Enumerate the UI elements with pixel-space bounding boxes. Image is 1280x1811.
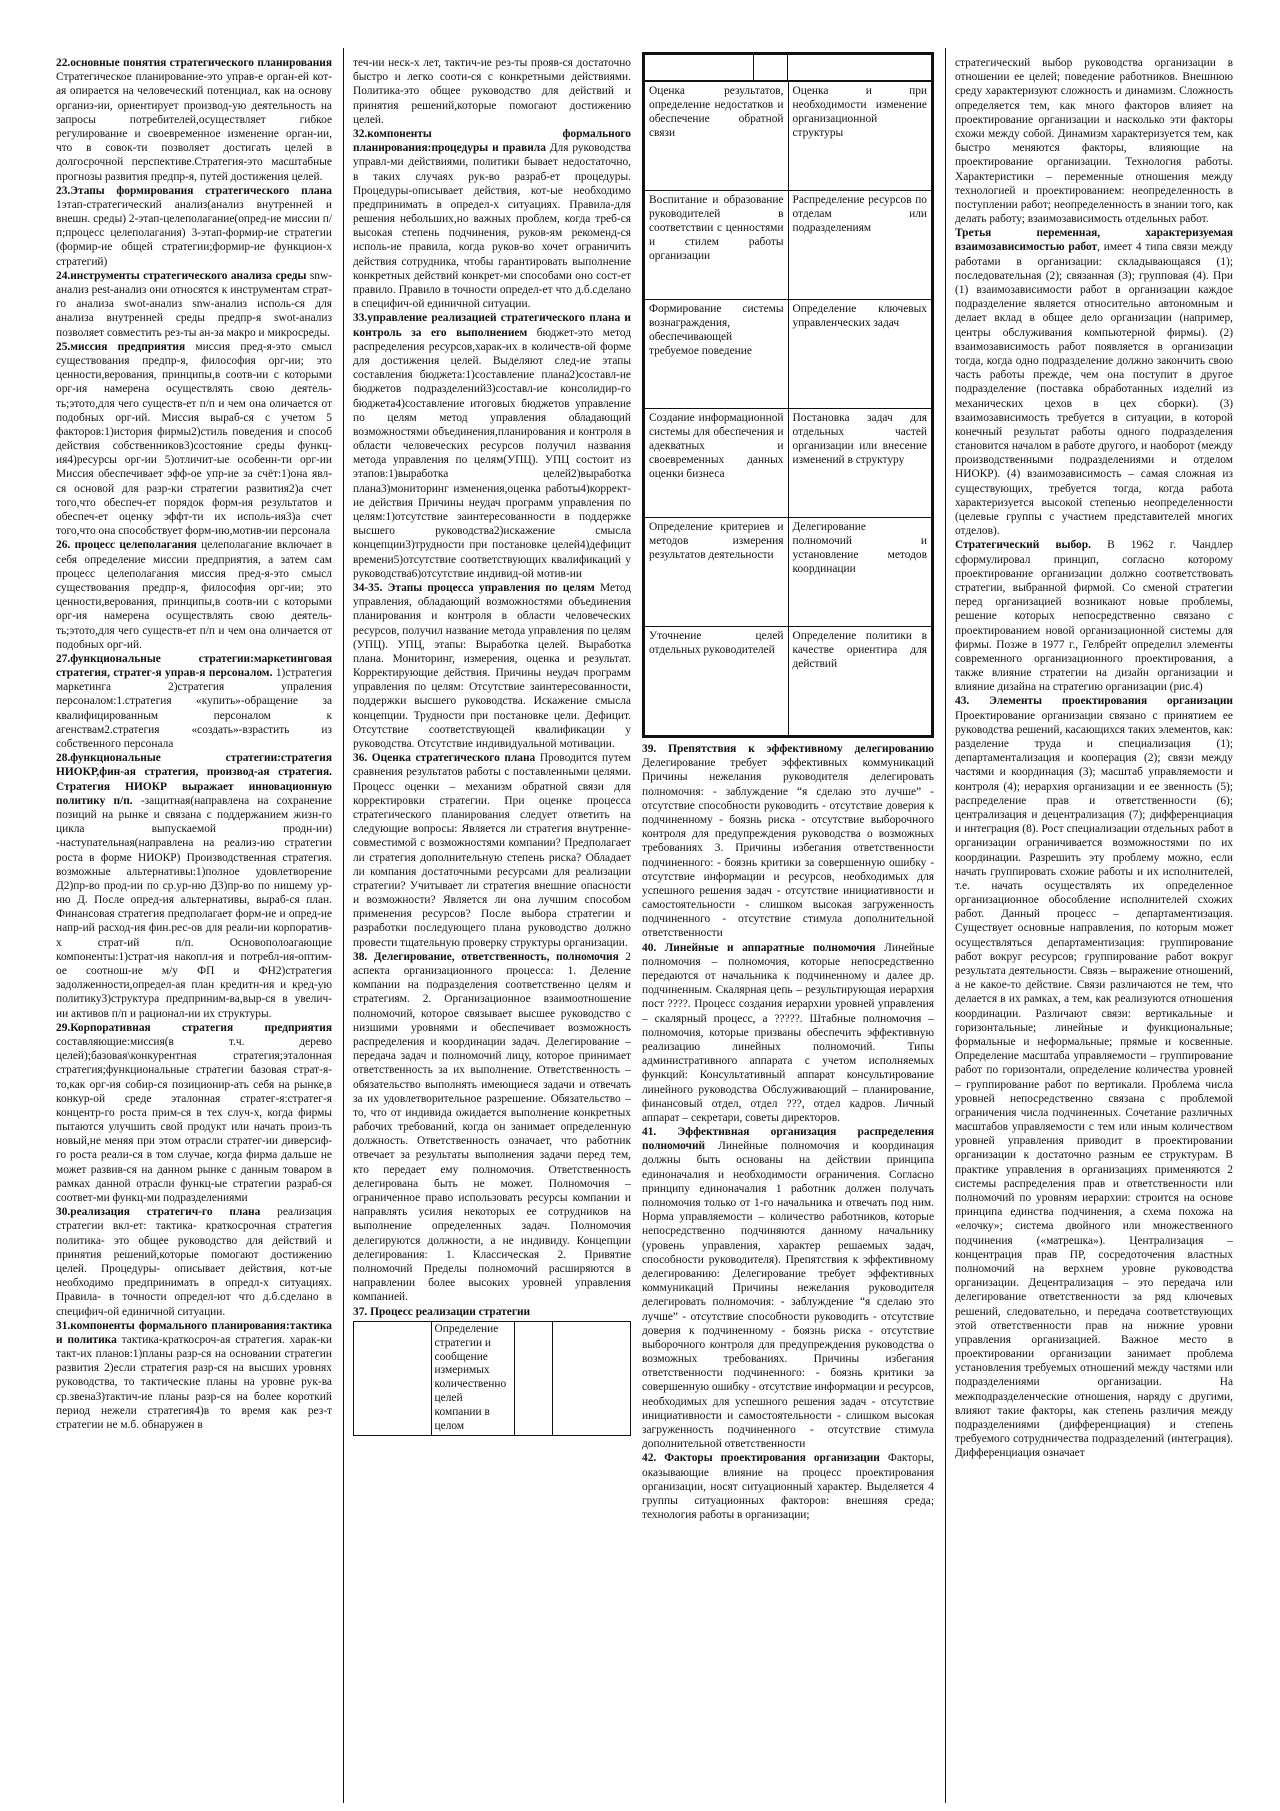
table-row [645, 191, 932, 300]
section-heading: 41. Эффективная организация распределения полномочий [642, 1126, 934, 1153]
section-paragraph [56, 751, 332, 1021]
table-cell: Оценка результатов, определение недостатков и обеспечение обратной связи [645, 82, 789, 191]
table-cell-empty [354, 1321, 432, 1435]
section-body: Для руководства управл-ми действиями, политики бывает недостаточно, в таких случаях рук-во разраб-ет процедуры. Процедуры-описывает действия, кот-ые необходимо предпринимать в определ-х ситуациях. Правила-для решения небольших,но важных проблем, когда треб-ся высокая степень подчинения, руков-ям рекоменд-ся исполь-ие правила, когда руков-во хочет ограничить действия сотрудника, чтобы гарантировать выполнение конкретных действий конкрет-ми способами оно сост-ет правило. Правило в точности определ-ет что д.б.сделано в специфич-ой единичной ситуации. [353, 142, 631, 311]
column-2 [353, 56, 631, 1801]
section-body: стратегический выбор руководства организации в отношении ее целей; поведение работников. Внешнюю среду характеризуют сложность и динамизм. Сложность определяется тем, как много факторов влияет на проектирование организации и насколько эти факторы схожи между собой. Динамизм характеризуется тем, как быстро меняются факторы, влияющие на проектирование организации. Технология работы. Характеристики – переменные отношения между технологией и проектированием: неопределенность в поступлении работ; неопределенность в знании того, как делать работу; взаимозависимость отдельных работ. [955, 57, 1233, 226]
strategy-implementation-table [353, 1321, 631, 1436]
table-cell-empty [553, 1321, 631, 1435]
table-cell: Формирование системы вознаграждения, обеспечивающей требуемое поведение [645, 300, 789, 409]
section-heading: 38. Делегирование, ответственность, полномочия [353, 950, 619, 963]
section-heading: 33.управление реализацией стратегического плана и контроль за его выполнением [353, 312, 631, 339]
section-heading: 25.миссия предприятия [56, 340, 186, 353]
table-cell-define-strategy: Определение стратегии и сообщение измеримых количественно целей компании в целом [431, 1321, 514, 1435]
section-paragraph [642, 941, 934, 1125]
section-paragraph [955, 226, 1233, 538]
section-heading: 28.функциональные стратегии:стратегия НИОКР,фин-ая стратегия, производ-ая стратегия. Стратегия НИОКР выражает инновационную политику п/п. [56, 752, 332, 807]
section-heading: 39. Препятствия к эффективному делегированию [642, 743, 934, 755]
section-paragraph [955, 56, 1233, 226]
table-cell-empty [645, 55, 754, 81]
section-body: Проводится путем сравнения результатов работы с поставленными целями. Процесс оценки – механизм обратной связи для корректировки стратегии. При оценке процесса стратегического планирования следует ответить на следующие вопросы: Является ли стратегия внутренне-совместимой с возможностями компании? Предполагает ли стратегия дополнительную степень риска? Обладает ли компания достаточными ресурсами для реализации стратегии? Учитывает ли стратегия внешние опасности и возможности? Является ли она лучшим способом применения ресурсов? После выбора стратегии и разработки последующего плана руководство должно провести тщательную проверку структуры организации. [353, 752, 631, 949]
section-paragraph [955, 694, 1233, 1460]
table-cell-empty [754, 55, 788, 81]
section-paragraph [955, 538, 1233, 694]
column-3-text [642, 742, 934, 1522]
table-cell: Определение ключевых управленческих задач [788, 300, 932, 409]
section-heading: Третья переменная, характеризуемая взаимозависимостью работ [955, 227, 1233, 254]
section-heading: 43. Элементы проектирования организации [955, 695, 1233, 708]
table-row [645, 627, 932, 736]
section-body: 1)стратегия маркетинга 2)стратегия упраления персоналом:1.стратегия «купить»-обращение за квалифицированным персоналом к агенствам2.стратегия «создать»-взрастить из собственного персонала [56, 667, 332, 750]
section-heading: 40. Линейные и аппаратные полномочия [642, 941, 876, 954]
section-paragraph [642, 742, 934, 941]
column-divider-2 [945, 48, 946, 1803]
section-heading: 37. Процесс реализации стратегии [353, 1305, 531, 1318]
section-body: Стратегическое планирование-это управ-е орган-ей кот-ая опирается на человеческий потенциал, как на основу организ-ии, ориентирует производ-ую деятельность на запросы потребителей,осуществляет гибкое регулирование и своевременное изменение орган-ии, что в совок-ти позволяет достигать целей в долгосрочной перспективе.Стратегия-это масштабные прогнозы развития предпр-я, путей достижения целей. [56, 71, 332, 183]
section-heading: 26. процесс целеполагания [56, 539, 197, 552]
section-heading: Стратегический выбор. [955, 539, 1091, 552]
section-paragraph [353, 950, 631, 1305]
table-row [645, 518, 932, 627]
table-cell: Оценка и при необходимости изменение организационной структуры [788, 82, 932, 191]
section-paragraph [353, 127, 631, 311]
section-heading: 27.функциональные стратегии:маркетинговая стратегия, стратег-я управ-я персоналом. [56, 652, 332, 680]
table-cell: Распределение ресурсов по отделам или подразделениям [788, 191, 932, 300]
section-body: Линейные полномочия и координация должны быть основаны на действии принципа единоначалия и необходимости ограничения. Согласно принципу единоначалия 1 работник должен получать полномочия только от 1-го начальника и отвечать под ним. Норма управляемости – количество работников, которые непосредственно подчиняются данному начальнику (уровень управления, характер решаемых задач, способности руководителя). Препятствия к эффективному делегированию: Делегирование требует эффективных коммуникаций Причины нежелания руководителя делегировать полномочия: - заблуждение “я сделаю это лучше” - отсутствие способности руководить - отсутствие доверия к подчиненному - боязнь риска - отсутствие выборочного контроля для предупреждения руководства о возможных требованиях. Причины избегания ответственности подчиненного: - боязнь критики за совершенную ошибку - отсутствие информации и ресурсов, необходимых для успешного решения задач - отсутствие инициативности и самостоятельности - слишком высокая загруженность подчиненного - отсутствие стимула дополнительной ответственности [642, 1140, 934, 1451]
section-body: Факторы, оказывающие влияние на процесс проектирования организации, носят ситуационный характер. Выделяется 4 группы ситуационных факторов: внешняя среда; технология работы в организации; [642, 1452, 934, 1522]
section-body: Делегирование требует эффективных коммуникаций Причины нежелания руководителя делегировать полномочия: - заблуждение “я сделаю это лучше” - отсутствие способности руководить - отсутствие доверия к подчиненному - боязнь риска - отсутствие выборочного контроля для предупреждения руководства о возможных требованиях 3. Причины избегания ответственности подчиненного: - боязнь критики за совершенную ошибку - отсутствие информации и ресурсов, необходимых для успешного решения задач - отсутствие инициативности и самостоятельности - слишком высокая загруженность подчиненного - отсутствие стимула дополнительной ответственности [642, 757, 934, 940]
section-heading: 30.реализация стратегич-го плана [56, 1206, 261, 1219]
section-body: реализация стратегии вкл-ет: тактика- краткосрочная стратегия политика- это общее руководство для действий и принятия решений,которые помогают достижению целей. Процедуры- описывает действия, кот-ые необходимо предпринимать в опредл-х ситуациях. Правила- в точности определ-ют что д.б.сделано в специфич-ой единичной ситуации. [56, 1206, 332, 1318]
section-paragraph [56, 56, 332, 184]
section-paragraph [353, 1305, 631, 1319]
section-heading: 23.Этапы формирования стратегического плана [56, 184, 332, 197]
section-heading: 31.компоненты формального планирования:тактика и политика [56, 1319, 332, 1346]
section-paragraph [56, 269, 332, 340]
section-body: Проектирование организации связано с принятием ее руководства решений, касающихся таких элементов, как: разделение труда и специализация (1); департаментализация и кооперация (2); связи между частями и координация (3); масштаб управляемости и контроля (4); иерархия организации и ее звенность (5); распределение прав и ответственности (6); централизация и децентрализация (7); дифференциация и интеграция (8). Рост специализации отдельных работ в организации ограничивается возможностями по их координации. Разрешить эту проблему можно, если начать группировать схожие работы и их исполнителей, т.е. начать осуществлять их определенное организационное обособление исполнителей схожих работ. Данный процесс – департаментизация. Существует основные направления, по которым может осуществляться департаментизация: группирование работ вокруг ресурсов; группирование работ вокруг результата деятельности. Связь – выражение отношений, а не какое-то действие. Связи различаются не тем, что делается в их рамках, а тем, как реализуются отношения координации. Различают связи: вертикальные и горизонтальные; линейные и функциональные; формальные и неформальные; прямые и косвенные. Определение масштаба управляемости – группирование работ по горизонтали, определение количества уровней – группирование работ по вертикали. Проблема числа уровней непосредственно связана с проблемой ограничения числа подчиненных. Сочетание различных масштабов управляемости с тем или иным количеством уровней управления приводит в проектировании организации к достаточно разным ее структурам. В практике управления в организациях применяются 2 системы распределения прав и ответственности или полномочий по уровням иерархии: строится на основе принципа единства подчинения, а схема похожа на «елочку»; система двойного или множественного подчинения («матрешка»). Централизация – концентрация прав ПР, сосредоточения властных полномочий на верхнем уровне руководства организации. Децентрализация – это передача или делегирование ответственности за ряд ключевых решений, следовательно, и передача соответствующих этой ответственности прав на нижние уровни управления организацией. Важное место в проектировании организации занимает проблема установления требуемых отношений между частями или подразделениями организации. На межподразделенческие отношения, наряду с другими, влияют такие факторы, как степень различия между подразделениями (дифференциация) и степень требуемого сотрудничества подразделений (интеграция). Дифференциация означает [955, 709, 1233, 1460]
table-cell-empty [514, 1321, 553, 1435]
table-cell: Постановка задач для отдельных частей организации или внесение изменений в структуру [788, 409, 932, 518]
table-cell: Уточнение целей отдельных руководителей [645, 627, 789, 736]
section-heading: 29.Корпоративная стратегия предприятия [56, 1021, 332, 1034]
section-body: 2 аспекта организационного процесса: 1. Деление компании на подразделения соответственно целям и стратегиям. 2. Организационное взаимоотношение полномочий, которое связывает высшее руководство с низшими уровнями и обеспечивает возможность распределения и координации задач. Делегирование – передача задач и полномочий лицу, которое принимает ответственность за их выполнение. Ответственность – обязательство выполнять имеющиеся задачи и отвечать за их удовлетворительное разрешение. Обязательство – то, что от индивида ожидается выполнение конкретных рабочих требований, когда он занимает определенную должность. Ответственность означает, что работник отвечает за результаты выполнения задачи перед тем, кто передает ему полномочия. Ответственность делегирована быть не может. Полномочия – ограниченное право использовать ресурсы компании и направлять усилия некоторых ее сотрудников на выполнение определенных задач. Полномочия делегируются должности, а не индивиду. Концепции делегирования: 1. Классическая 2. Привятие полномочий Пределы полномочий расширяются в направлении более высоких уровней управления компанией. [353, 950, 631, 1304]
section-body: , имеет 4 типа связи между работами в организации: складывающаяся (1); последовательная (2); связанная (3); групповая (4). При (1) взаимозависимости работ в организации каждое подразделение является относительно автономным и делает вклад в общее дело организации (например, центры обслуживания компьютерной фирмы). (2) взаимозависимость работ появляется в организации тогда, когда одно подразделение должно закончить свою часть работы прежде, чем она поступит в другое подразделение (поставка обработанных изделий из механических цехов в цех сборки). (3) взаимозависимость требуется в ситуации, в которой конечный результат работы одного подразделения становится началом в работе другого, и наоборот (между производственными подразделениями и отделом НИОКР). (4) взаимозависимость – самая сложная из существующих, требуется тогда, когда работа характеризуется высокой степенью неопределенности (целевые группы с участием представителей многих отделов). [955, 241, 1233, 538]
strategy-process-grid [644, 81, 932, 736]
table-row [645, 300, 932, 409]
section-paragraph [56, 1205, 332, 1319]
section-body: Метод управления, обладающий возможностями объединения планирования и контроля в области человеческих ресурсов, получил название метода управления по целям (УПЦ). УПЦ, этапы: Выработка целей. Выработка плана. Мониторинг, измерения, оценка и результат. Корректирующие действия. Причины неудач программ управления по целям: Отсутствие заинтересованности, поддержки высшего руководства. Искажение смысла концепции. Трудности при постановке цели. Дефицит. Отсутствие соответствующей квалификации у руководства. Отсутствие индивидуальной мотивации. [353, 581, 631, 750]
section-heading: 24.инструменты стратегического анализа среды [56, 269, 307, 282]
section-paragraph [353, 751, 631, 950]
section-body: бюджет-это метод распределения ресурсов,харак-их в количеств-ой форме для достижения целей. Выделяют след-ие этапы составления бюджета:1)составление плана2)составл-ие бюджетов подразделений3)составл-ие консолидир-го бюджета4)составление итоговых бюджетов управление по целям метод управления обладающий возможностями объединения,планирования и контроля в области человеческих ресурсов получил названия метода управления по целям(УПЦ). УПЦ состоит из этапов:1)выработка целей2)выработка плана3)мониторинг изменения,оценка работы4)коррект-ие действия Причины неудач программ управления по целям:1)отсутствие заинтересованности в поддержке высшего руководства2)искажение смысла концепции3)трудности при постановке целей4)дефицит времени5)отсутствие соответствующих квалификаций у руководства6)отсутствие индивид-ой мотив-ии [353, 326, 631, 580]
section-paragraph [642, 1125, 934, 1451]
section-paragraph [56, 1021, 332, 1205]
section-body: 1этап-стратегический анализ(анализ внутренней и внешн. среды) 2-этап-целеполагание(опред-ие миссии п/п;процесс целеполагания) 3-этап-формир-ие стратегии (формир-ие общей стратегии;формир-ие функцион-х стратегий) [56, 198, 332, 268]
table-row [645, 82, 932, 191]
column-divider-1 [343, 48, 344, 1803]
section-paragraph [56, 538, 332, 652]
section-body: миссия пред-я-это смысл существования предпр-я, философия орг-ии; это ценности,верования, принципы,в соотв-ии с которыми орг-ия намерена осуществлять свою деятель-ть;этото,для чего существ-ет п/п и чем она оличается от подобных орг-ий. Миссия выраб-ся с учетом 5 факторов:1)история фирмы2)стиль поведения и способ действия собственников3)состояние среды функц-ия4)ресурсы орг-ии 5)отличит-ые особенн-ти орг-ии Миссия обеспечивает эфф-ое упр-ие за счёт:1)она явл-ся основой для разр-ки стратегии развития2)а счет того,что обеспеч-ет порядок форм-ия результатов и обеспеч-ет оценку эффт-ти их исполь-ия3)а счет того,что она способствует форм-ию,мотив-ии персонала [56, 340, 332, 538]
table-cell: Воспитание и образование руководителей в соответствии с ценностями и стилем работы организации [645, 191, 789, 300]
strategy-process-table [642, 52, 934, 738]
section-body: Линейные полномочия – полномочия, которые непосредственно передаются от начальника к подчиненному и далее др. подчиненным. Скалярная цепь – результирующая иерархия пост ????. Процесс создания иерархии уровней управления – скалярный процесс, а ?????. Штабные полномочия – полномочия, которые призваны обеспечить эффективную реализацию линейных полномочий. Типы административного аппарата с учетом исполняемых функций: Консультативный аппарат консультирование линейного руководства Обслуживающий – планирование, финансовый отдел, отдел ???, отдел кадров. Личный аппарат – секретари, советы директоров. [642, 941, 934, 1124]
section-paragraph [56, 184, 332, 269]
table-cell: Делегирование полномочий и установление методов координации [788, 518, 932, 627]
section-body: snw-анализ pest-анализ они относятся к инструментам страт-го анализа swot-анализ snw-анализ исполь-ся для анализа внутренней среды предпр-я swot-анализ позволяет совместить рез-ты ан-за макро и микросреды. [56, 269, 332, 339]
section-body: В 1962 г. Чандлер сформулировал принцип, согласно которому проектирование организации должно соответствовать стратегии, выбранной фирмой. Со сменой стратегии перед организацией возникают новые проблемы, решение которых непосредственно связано с проектированием новой организационной системы для фирмы. Позже в 1977 г., Гелбрейт определил элементы современного организационного проектирования, а также влияние стратегии на дизайн организации и влияние дизайна на стратегию организации (рис.4) [955, 539, 1233, 694]
table-row [645, 409, 932, 518]
section-heading: 22.основные понятия стратегического планирования [56, 57, 332, 69]
section-body: тактика-краткосроч-ая стратегия. харак-ки такт-их планов:1)планы разр-ся на основании стратегии развития 2)если стратегия разр-ся на высших уровнях руководства, то тактические планы на уровне рук-ва ср.звена3)тактич-ие планы разр-ся на более короткий период нежели стратегия4)в то время как рез-т стратегии не м.б. обнаружен в [56, 1333, 332, 1431]
section-heading: 34-35. Этапы процесса управления по целям [353, 581, 595, 594]
column-1 [56, 56, 332, 1801]
section-heading: 36. Оценка стратегического плана [353, 752, 536, 765]
section-heading: 42. Факторы проектирования организации [642, 1452, 880, 1465]
table-cell: Создание информационной системы для обеспечения и адекватных и своевременных данных оценки бизнеса [645, 409, 789, 518]
section-body: составляющие:миссия(в т.ч. дерево целей);базовая\конкурентная стратегия;эталонная стратегия;функциональные стратегии базовая страт-я-то,как орг-ия собир-ся позиционир-ать себя на рынке,в конкур-ой среде эталонная стратег-я:стратег-я концентр-го роста прим-ся в тех случ-х, когда фирмы пытаются улучшить свой продукт или начать произ-ть новый,не меняя при этом отрасли стратег-ии диверсиф-го роста реали-ся в том случае, когда фирма дальше не может развив-ся на данном рынке с данным товаром в рамках данной отрасли функц-ые стратегии разраб-ся соответ-ми функц-ми подразделениями [56, 1035, 332, 1204]
section-paragraph [56, 1319, 332, 1433]
section-paragraph [353, 311, 631, 581]
section-heading: 32.компоненты формального планирования:процедуры и правила [353, 127, 631, 155]
section-paragraph [642, 1451, 934, 1522]
section-paragraph [353, 581, 631, 751]
table-cell: Определение критериев и методов измерения результатов деятельности [645, 518, 789, 627]
column-4 [955, 56, 1233, 1801]
table-cell: Определение политики в качестве ориентира для действий [788, 627, 932, 736]
section-body: -защитная(направлена на сохранение позиций на рынке и связана с поддержанием жизн-го цикла выпускаемой продн-ии) -наступательная(направлена на реализ-ию стратегии роста в форме НИОКР) Производственная стратегия. возможные альтернативы:1)полное удовлетворение Д2)пр-во прод-ии по ср.ур-ню Д3)пр-во по нишему ур-ню Д. После опред-ия альтернативы, выраб-ся план. Финансовая стратегия предполагает форм-ие и опред-ие напр-ий расход-ия фин.рес-ов для реали-ии корпоратив-х страт-ий п/п. Основополоагающие компоненты:1)страт-ия накопл-ия и потребл-ия-оптим-ое соотнош-ие м/у ФП и ФН2)стратегия задолженности,определ-ая план кредитн-ия и кред-ую политику3)структура предприним-ва,выр-ся в увелич-ии активов п/п и рационал-ии их структуры. [56, 794, 332, 1020]
section-paragraph [353, 56, 631, 127]
section-paragraph [56, 652, 332, 751]
column-3 [642, 52, 934, 1801]
section-body: теч-ии неск-х лет, тактич-ие рез-ты прояв-ся достаточно быстро и легко сооти-ся с конкретными действиями. Политика-это общее руководство для действий и принятия решений,которые помогают достижению целей. [353, 57, 631, 126]
column-2-text [353, 56, 631, 1319]
section-paragraph [56, 340, 332, 539]
table-cell-empty [788, 55, 932, 81]
section-body: целеполагание включает в себя определение миссии предприятия, а затем сам процесс целеполагания миссия пред-я-это смысл существования предпр-я, философия орг-ии; это ценности,верования, принципы,в соотв-ии с которыми орг-ия намерена осуществлять свою деятель-ть;этото,для чего существ-ет п/п и чем она оличается от подобных орг-ий. [56, 539, 332, 651]
